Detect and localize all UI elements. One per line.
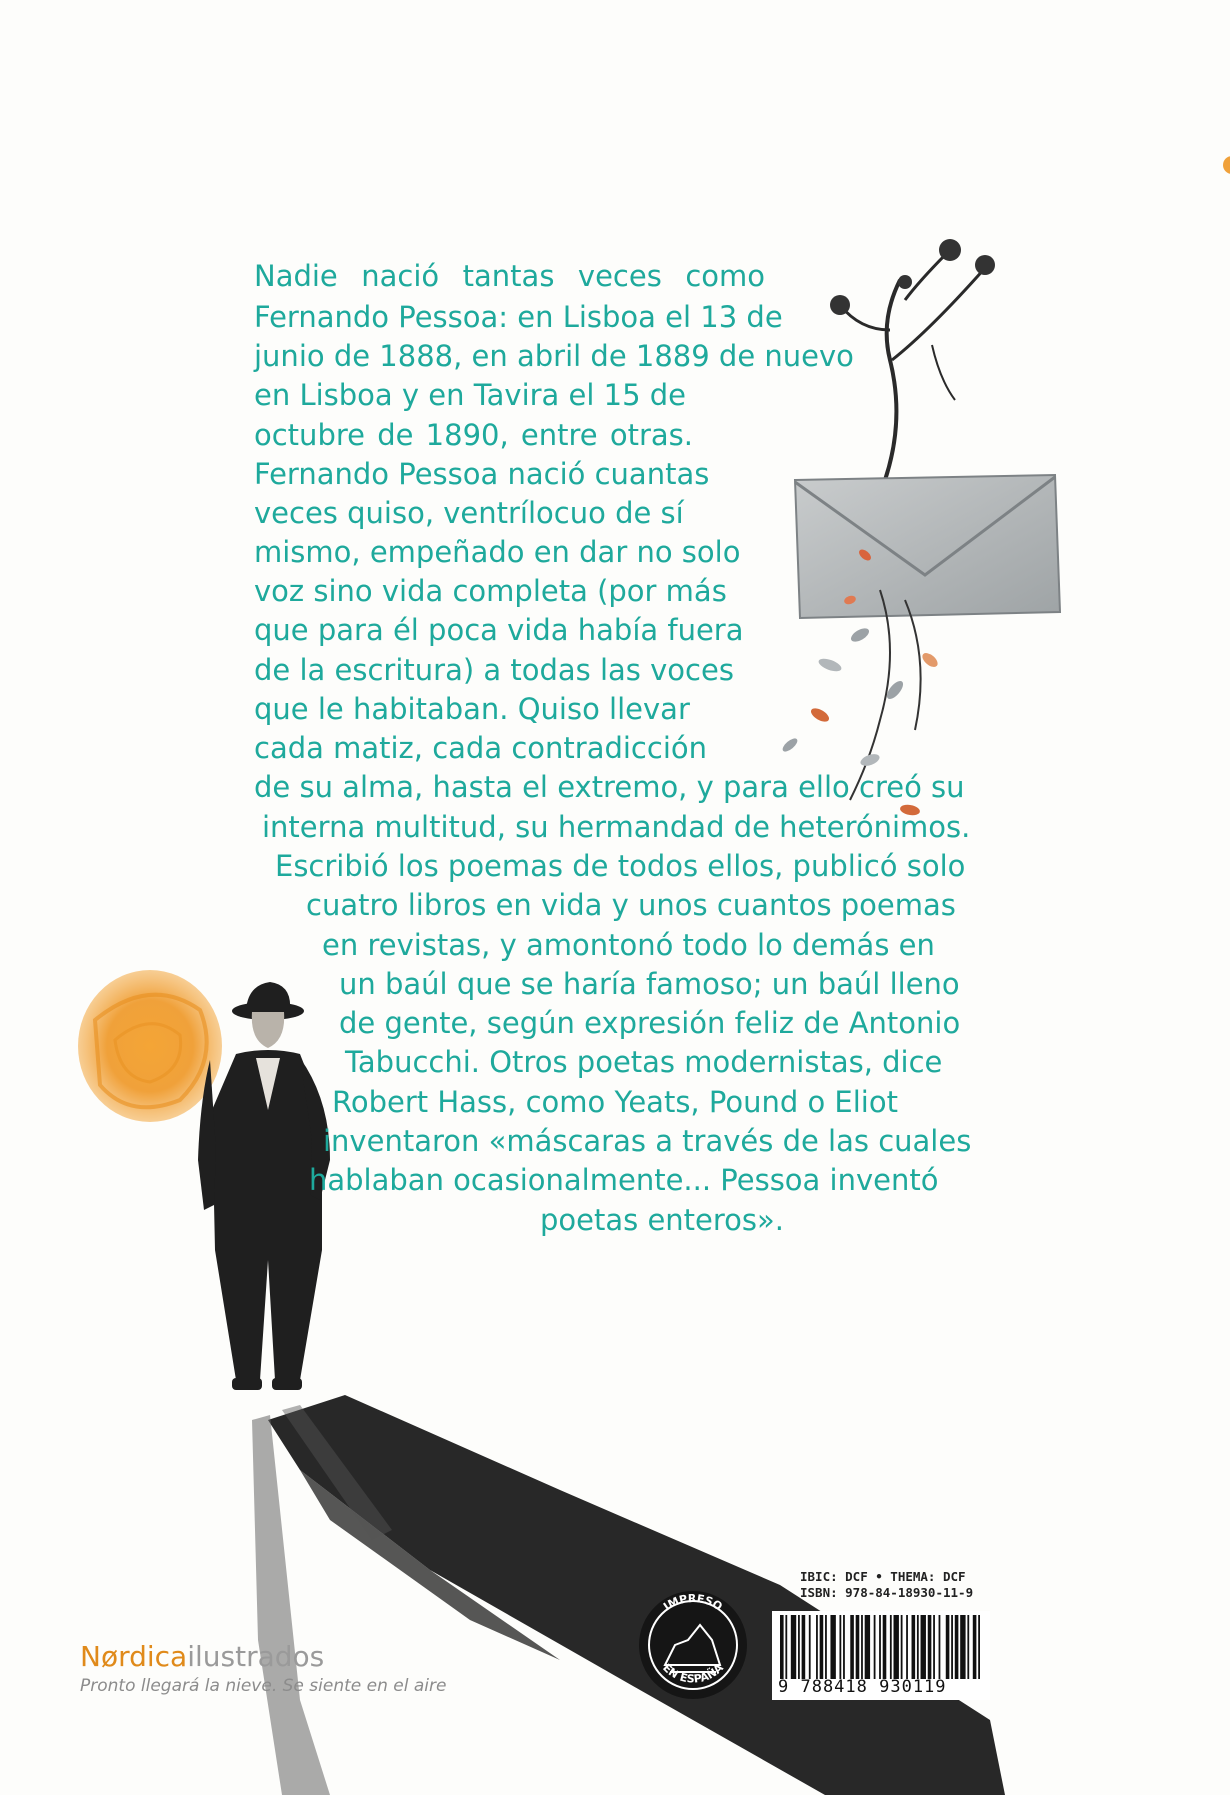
barcode-bar [780, 1615, 784, 1679]
barcode-bar [861, 1615, 863, 1679]
classification-codes [800, 1569, 990, 1601]
barcode-bar [917, 1615, 919, 1679]
barcode-bar [785, 1615, 787, 1679]
barcode-bar [850, 1615, 854, 1679]
blurb-line-text: que para él poca vida había fuera [254, 613, 744, 647]
barcode-bar [901, 1615, 903, 1679]
barcode-bar [906, 1615, 908, 1679]
barcode-bar [928, 1615, 932, 1679]
blurb-line [0, 373, 1230, 418]
barcode-bar [973, 1615, 977, 1679]
barcode-bar [883, 1615, 887, 1679]
blurb-line-text: en revistas, y amontonó todo lo demás en [322, 928, 935, 962]
blurb-line-text: octubre de 1890, entre otras. [254, 418, 693, 452]
publisher-brand: Nørdica [80, 1640, 188, 1673]
stamp-top-text: IMPRESO [660, 1591, 725, 1614]
blurb-line-text: hablaban ocasionalmente... Pessoa inventó [309, 1163, 939, 1197]
blurb-line [0, 1040, 1230, 1085]
blurb-line-text: junio de 1888, en abril de 1889 de nuevo [254, 339, 854, 373]
publisher-collection: ilustrados [187, 1640, 325, 1673]
barcode-bar [960, 1615, 965, 1679]
blurb-line-text: Escribió los poemas de todos ellos, publicó solo [275, 849, 966, 883]
blurb-line-text: veces quiso, ventrílocuo de sí [254, 496, 684, 530]
barcode-bar [978, 1615, 980, 1679]
barcode-bar [830, 1615, 835, 1679]
barcode-bar [856, 1615, 860, 1679]
publisher-logo [80, 1640, 500, 1674]
barcode-bar [879, 1615, 881, 1679]
barcode-bar [798, 1615, 800, 1679]
blurb-line [0, 254, 1230, 299]
blurb-line-text: que le habitaban. Quiso llevar [254, 692, 690, 726]
barcode-digits: 9 788418 930119 [778, 1677, 947, 1697]
barcode-bar [921, 1615, 926, 1679]
barcode-bars-icon [780, 1615, 980, 1679]
blurb-line-text: voz sino vida completa (por más [254, 574, 727, 608]
barcode-bar [843, 1615, 845, 1679]
blurb-line-text: Nadie nació tantas veces como [254, 259, 765, 293]
blurb-line-text: inventaron «máscaras a través de las cuales [323, 1124, 972, 1158]
barcode-bar [955, 1615, 959, 1679]
barcode-bar [912, 1615, 916, 1679]
barcode-bar [791, 1615, 796, 1679]
isbn-code: ISBN: 978-84-18930-11-9 [800, 1585, 974, 1600]
blurb-line-text: en Lisboa y en Tavira el 15 de [254, 378, 687, 412]
barcode-bar [820, 1615, 824, 1679]
barcode-bar [874, 1615, 876, 1679]
blurb-line [0, 883, 1230, 928]
blurb-line-text: Tabucchi. Otros poetas modernistas, dice [345, 1045, 943, 1079]
blurb-line [0, 765, 1230, 810]
barcode [772, 1611, 990, 1700]
barcode-bar [933, 1615, 935, 1679]
barcode-bar [802, 1615, 806, 1679]
barcode-bar [825, 1615, 827, 1679]
barcode-bar [939, 1615, 941, 1679]
blurb-line-text: de gente, según expresión feliz de Antonio [339, 1006, 961, 1040]
orange-spot-icon [1223, 156, 1230, 174]
blurb-line-text: de su alma, hasta el extremo, y para ello creó su [254, 770, 965, 804]
blurb-line-text: Fernando Pessoa: en Lisboa el 13 de [254, 300, 783, 334]
barcode-bar [865, 1615, 870, 1679]
barcode-bar [967, 1615, 969, 1679]
blurb-line-text: mismo, empeñado en dar no solo [254, 535, 741, 569]
impreso-en-espana-stamp [639, 1591, 747, 1699]
blurb-line-text: Fernando Pessoa nació cuantas [254, 457, 710, 491]
barcode-bar [816, 1615, 818, 1679]
blurb-line-text: poetas enteros». [540, 1203, 784, 1237]
barcode-bar [890, 1615, 892, 1679]
blurb-line-text: cada matiz, cada contradicción [254, 731, 707, 765]
ibic-thema-code: IBIC: DCF • THEMA: DCF [800, 1569, 966, 1584]
barcode-bar [894, 1615, 899, 1679]
blurb-line-text: de la escritura) a todas las voces [254, 653, 734, 687]
publisher-block [80, 1640, 500, 1698]
barcode-bar [951, 1615, 953, 1679]
blurb-line-text: cuatro libros en vida y unos cuantos poemas [306, 888, 956, 922]
blurb-line [0, 608, 1230, 653]
blurb-line-text: interna multitud, su hermandad de heterónimos. [262, 810, 971, 844]
blurb-line [0, 1198, 1230, 1243]
blurb-line-text: Robert Hass, como Yeats, Pound o Eliot [332, 1085, 898, 1119]
barcode-bar [809, 1615, 811, 1679]
blurb-line [0, 1158, 1230, 1203]
barcode-bar [946, 1615, 950, 1679]
barcode-bar [839, 1615, 841, 1679]
stamp-bottom-text: EN ESPAÑA [660, 1661, 726, 1686]
blurb-line-text: un baúl que se haría famoso; un baúl lleno [339, 967, 960, 1001]
publisher-tagline: Pronto llegará la nieve. Se siente en el aire [80, 1676, 447, 1696]
